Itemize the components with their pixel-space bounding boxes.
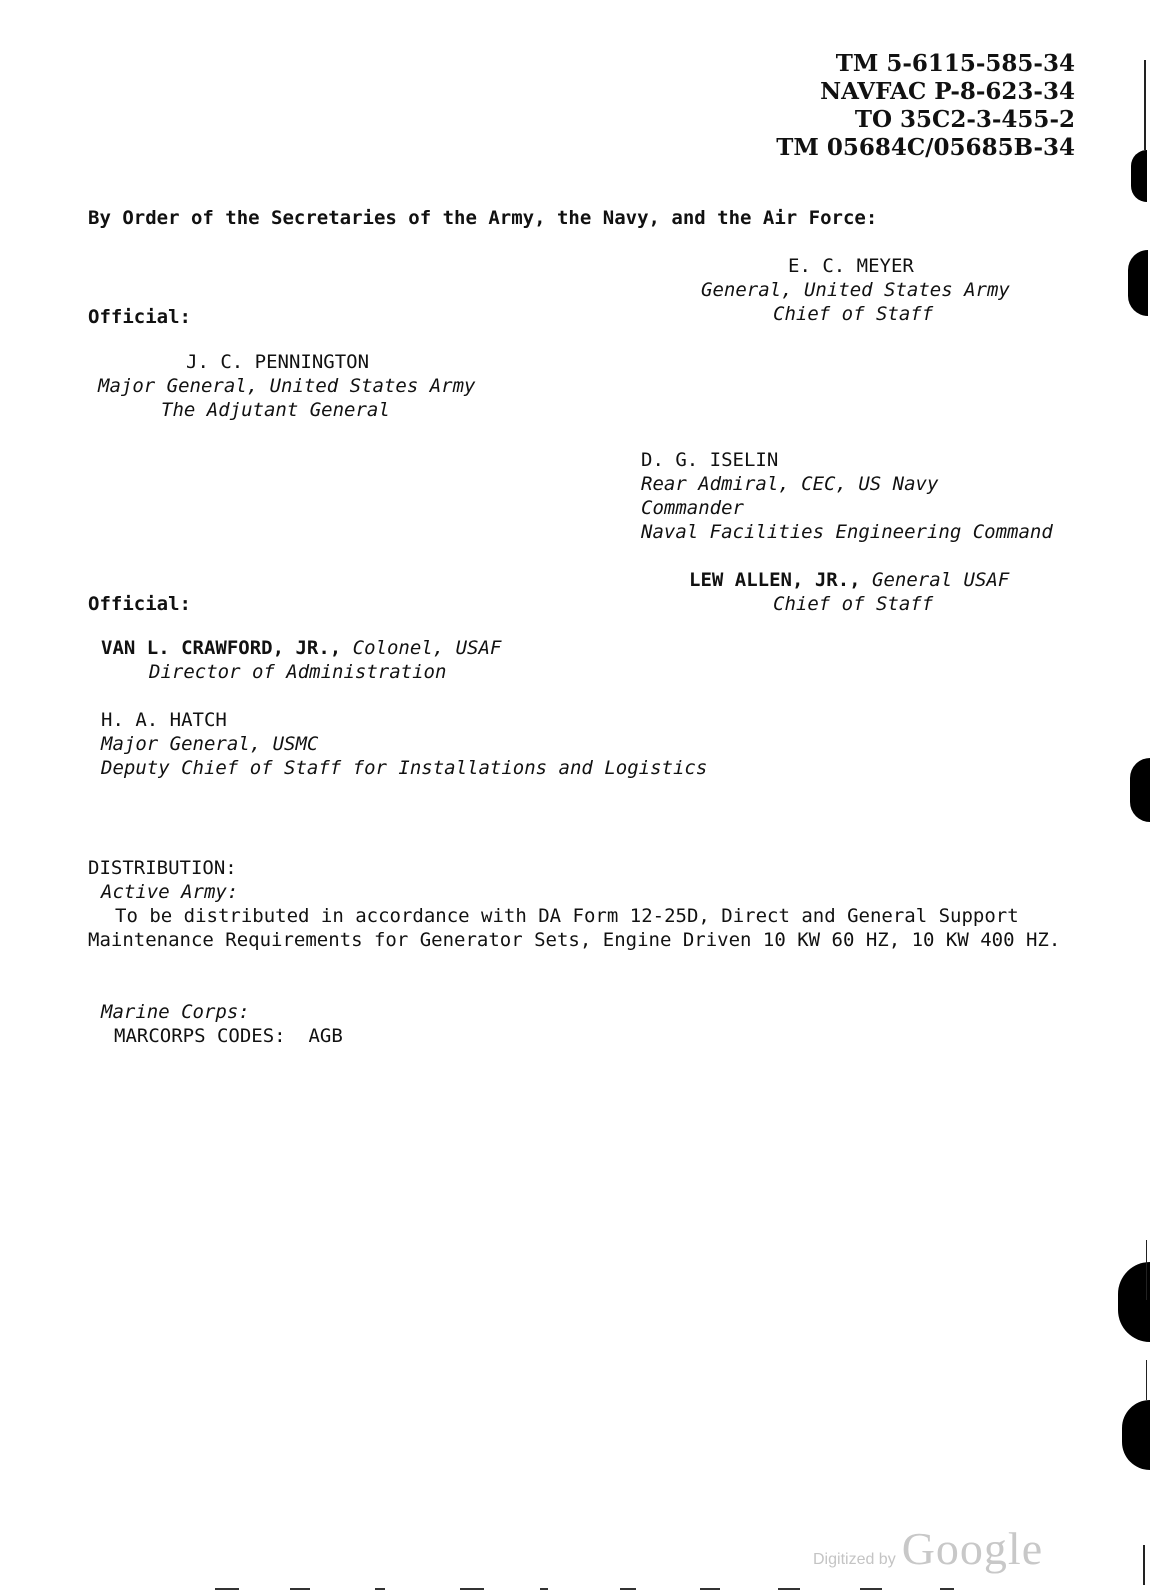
army-signer-title: General, United States Army: [701, 279, 1010, 301]
scan-edge-dash: [540, 1588, 548, 1590]
navy-signer-command: Naval Facilities Engineering Command: [641, 521, 1053, 543]
scan-edge-dash: [700, 1588, 720, 1590]
binder-hole-3: [1130, 758, 1150, 822]
binder-hole-2: [1128, 250, 1148, 316]
scan-edge-line: [1146, 1240, 1147, 1300]
scan-edge-line: [1144, 60, 1146, 150]
army-official-name: J. C. PENNINGTON: [186, 351, 370, 373]
air-force-official-name: VAN L. CRAWFORD, JR.,: [101, 637, 342, 659]
scan-edge-line: [1146, 1360, 1147, 1400]
marine-official-rank: Major General, USMC: [101, 733, 319, 755]
tm-number: TM 5-6115-585-34: [835, 50, 1075, 77]
active-army-label: Active Army:: [101, 881, 239, 903]
binder-hole-5: [1122, 1400, 1150, 1470]
scan-edge-line: [1143, 1545, 1145, 1585]
marcorps-codes: [114, 1024, 343, 1048]
marine-official-name: H. A. HATCH: [101, 709, 227, 731]
digitized-by-google-watermark: [813, 1522, 1043, 1575]
navy-signer-name: D. G. ISELIN: [641, 449, 779, 471]
navfac-number: NAVFAC P-8-623-34: [820, 78, 1075, 105]
marcorps-codes-label: MARCORPS CODES:: [114, 1025, 286, 1047]
marine-official-title: Deputy Chief of Staff for Installations and Logistics: [101, 757, 708, 779]
active-army-distribution-text: To be distributed in accordance with DA Form 12-25D, Direct and General Support Maintenance Requirements for Generator Sets, Engine Driven 10 KW 60 HZ, 10 KW 400 HZ.: [88, 905, 1061, 951]
air-force-official-line: [101, 636, 501, 660]
marcorps-codes-value: AGB: [308, 1025, 343, 1047]
air-force-signer-rank: General USAF: [872, 569, 1010, 591]
scan-edge-dash: [290, 1588, 310, 1590]
document-number-block: [776, 50, 1075, 162]
google-logo: Google: [901, 1523, 1044, 1574]
army-signer-name: E. C. MEYER: [788, 255, 914, 277]
scan-edge-dash: [215, 1588, 239, 1590]
air-force-signer-title: Chief of Staff: [773, 593, 934, 615]
scan-edge-dash: [460, 1588, 484, 1590]
air-force-official-title: Director of Administration: [149, 661, 447, 683]
army-signer-position: Chief of Staff: [773, 303, 934, 325]
scan-edge-dash: [778, 1588, 800, 1590]
army-official-label: Official:: [88, 306, 191, 328]
scan-edge-dash: [620, 1588, 636, 1590]
air-force-official-rank: Colonel, USAF: [352, 637, 502, 659]
scan-edge-dash: [375, 1588, 385, 1590]
distribution-heading: DISTRIBUTION:: [88, 857, 237, 879]
army-official-position: The Adjutant General: [161, 399, 390, 421]
air-force-signer-name: LEW ALLEN, JR.,: [689, 569, 861, 591]
order-line: By Order of the Secretaries of the Army, the Navy, and the Air Force:: [88, 207, 878, 229]
tm-marine-number: TM 05684C/05685B-34: [776, 134, 1075, 161]
digitized-by-text: Digitized by: [813, 1551, 896, 1568]
navy-signer-rank: Rear Admiral, CEC, US Navy: [641, 473, 939, 495]
marine-corps-label: Marine Corps:: [101, 1001, 250, 1023]
binder-hole-1: [1131, 150, 1147, 202]
air-force-signer-line: [689, 568, 1009, 592]
scan-edge-dash: [860, 1588, 882, 1590]
air-force-official-label: Official:: [88, 593, 191, 615]
scan-edge-dash: [940, 1588, 954, 1590]
army-official-title: Major General, United States Army: [98, 375, 476, 397]
to-number: TO 35C2-3-455-2: [854, 106, 1075, 133]
navy-signer-title: Commander: [641, 497, 744, 519]
